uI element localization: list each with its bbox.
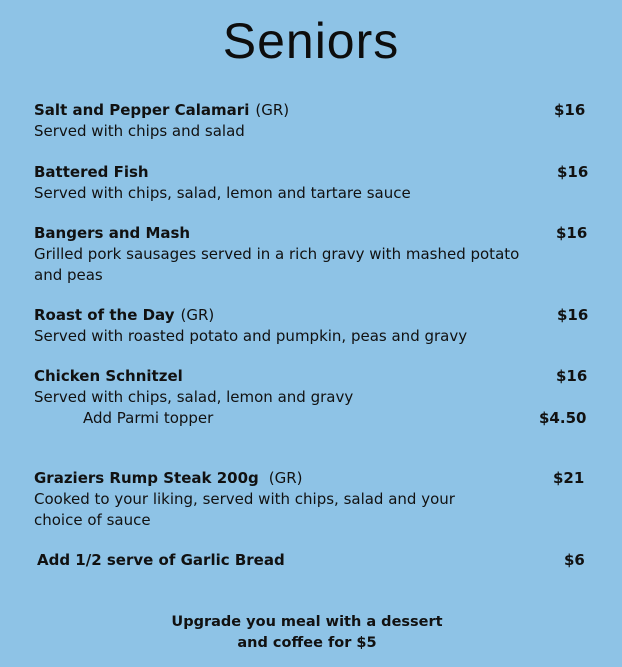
menu-item-roast-of-the-day <box>34 305 589 347</box>
item-name: Roast of the Day (GR) <box>34 306 215 324</box>
item-price: $16 <box>557 163 589 181</box>
item-dietary-tag: (GR) <box>268 469 303 487</box>
item-price: $16 <box>556 224 588 242</box>
item-name: Graziers Rump Steak 200g (GR) <box>34 469 303 487</box>
addon-price: $4.50 <box>539 408 587 427</box>
item-name: Chicken Schnitzel <box>34 367 183 385</box>
menu-item-chicken-schnitzel <box>34 366 588 428</box>
item-description: Served with chips, salad, lemon and gravy <box>34 388 354 406</box>
item-dietary-tag: (GR) <box>180 306 215 324</box>
upgrade-offer-line: and coffee for $5 <box>237 634 377 651</box>
item-name: Salt and Pepper Calamari (GR) <box>34 101 290 119</box>
item-price: $16 <box>554 101 586 119</box>
item-name: Bangers and Mash <box>34 224 191 242</box>
item-price: $16 <box>556 367 588 385</box>
menu-item-calamari <box>34 100 584 142</box>
item-dietary-tag: (GR) <box>255 101 290 119</box>
upgrade-offer-line: Upgrade you meal with a dessert <box>171 614 443 630</box>
item-price: $21 <box>553 469 585 487</box>
menu-title: Seniors <box>222 13 400 69</box>
menu-item-rump-steak <box>34 468 584 530</box>
upgrade-offer <box>0 612 614 653</box>
menu-addon-parmi <box>83 408 587 428</box>
addon-label: Add Parmi topper <box>83 408 214 427</box>
item-description: Grilled pork sausages served in a rich gravy with mashed potato and peas <box>34 245 520 284</box>
menu-item-garlic-bread <box>37 550 587 571</box>
item-description: Served with chips, salad, lemon and tartare sauce <box>34 184 411 202</box>
menu-item-bangers-and-mash <box>34 223 588 285</box>
item-description: Served with chips and salad <box>34 122 245 140</box>
item-description: Served with roasted potato and pumpkin, peas and gravy <box>34 327 468 345</box>
menu-item-battered-fish <box>34 162 589 204</box>
item-description: Cooked to your liking, served with chips, salad and your choice of sauce <box>34 490 455 529</box>
item-price: $6 <box>564 551 585 569</box>
item-price: $16 <box>557 306 589 324</box>
item-name: Add 1/2 serve of Garlic Bread <box>37 551 285 569</box>
item-name: Battered Fish <box>34 163 149 181</box>
